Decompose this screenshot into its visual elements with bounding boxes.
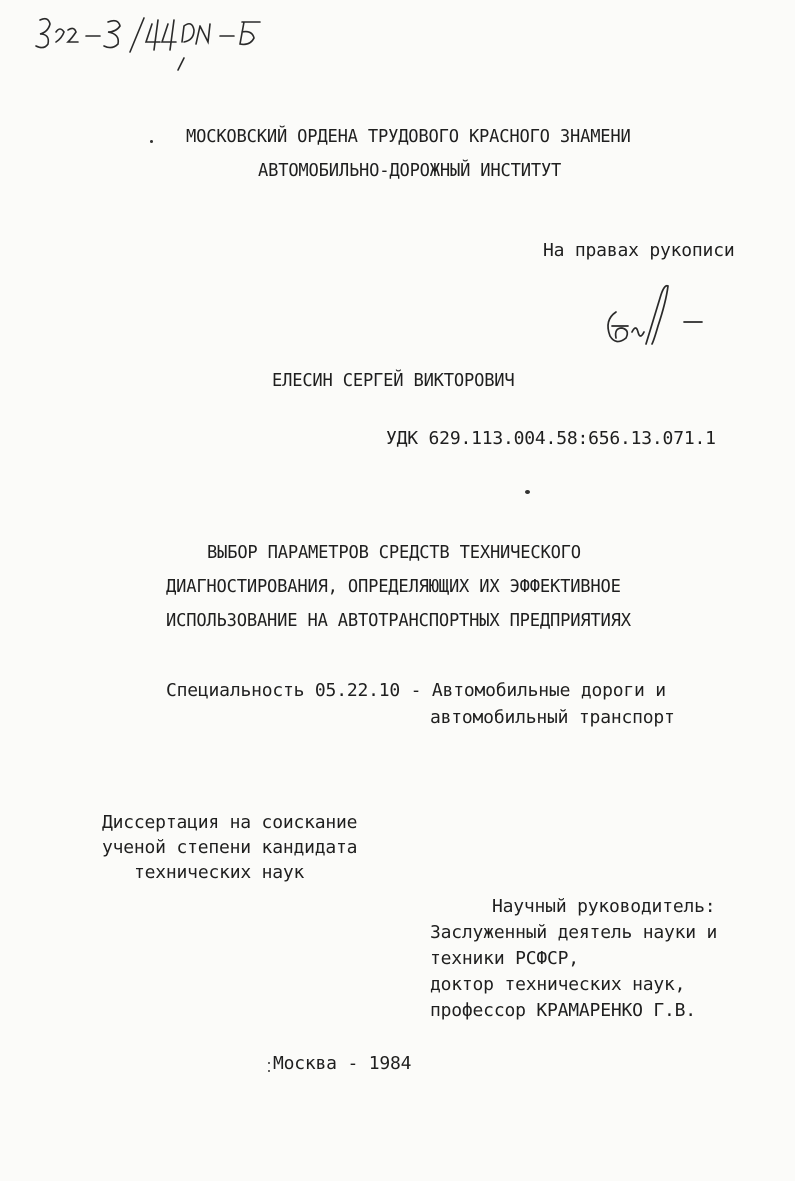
dissertation-line-2: ученой степени кандидата bbox=[102, 837, 358, 858]
dissertation-line-3: технических наук bbox=[134, 862, 305, 883]
institute-line-2: АВТОМОБИЛЬНО-ДОРОЖНЫЙ ИНСТИТУТ bbox=[258, 160, 562, 181]
supervisor-line-1: Заслуженный деятель науки и bbox=[430, 922, 718, 943]
supervisor-line-3: доктор технических наук, bbox=[430, 974, 686, 995]
institute-line-1: МОСКОВСКИЙ ОРДЕНА ТРУДОВОГО КРАСНОГО ЗНАМЕНИ bbox=[186, 126, 631, 147]
supervisor-heading: Научный руководитель: bbox=[492, 896, 716, 917]
specialty-line: Специальность 05.22.10 - Автомобильные дороги и bbox=[166, 680, 666, 701]
dissertation-line-1: Диссертация на соискание bbox=[102, 812, 358, 833]
supervisor-line-2: техники РСФСР, bbox=[430, 948, 579, 969]
ink-speck bbox=[268, 1062, 270, 1064]
ink-speck bbox=[150, 140, 153, 143]
title-line-2: ДИАГНОСТИРОВАНИЯ, ОПРЕДЕЛЯЮЩИХ ИХ ЭФФЕКТИВНОЕ bbox=[166, 576, 621, 597]
author-signature bbox=[598, 282, 708, 362]
handwritten-archive-mark bbox=[34, 12, 294, 72]
supervisor-line-4: профессор КРАМАРЕНКО Г.В. bbox=[430, 1000, 696, 1021]
title-line-3: ИСПОЛЬЗОВАНИЕ НА АВТОТРАНСПОРТНЫХ ПРЕДПРИЯТИЯХ bbox=[166, 610, 631, 631]
ink-speck bbox=[268, 1070, 270, 1072]
ink-speck bbox=[525, 490, 530, 494]
specialty-continuation: автомобильный транспорт bbox=[430, 707, 675, 728]
title-line-1: ВЫБОР ПАРАМЕТРОВ СРЕДСТВ ТЕХНИЧЕСКОГО bbox=[207, 542, 581, 563]
place-year: Москва - 1984 bbox=[273, 1053, 412, 1074]
rights-note: На правах рукописи bbox=[543, 240, 735, 261]
udk-code: УДК 629.113.004.58:656.13.071.1 bbox=[386, 428, 716, 449]
author-name: ЕЛЕСИН СЕРГЕЙ ВИКТОРОВИЧ bbox=[272, 370, 515, 391]
